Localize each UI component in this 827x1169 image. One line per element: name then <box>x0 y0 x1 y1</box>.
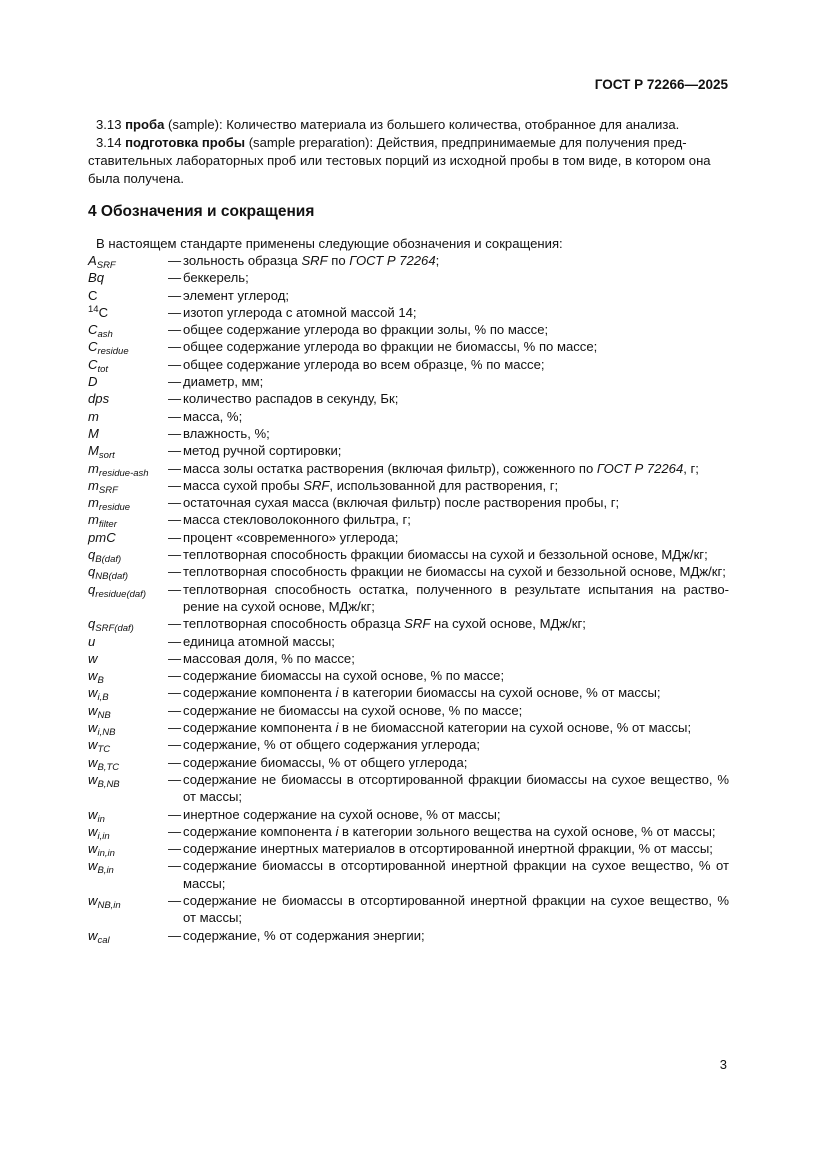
symbol-definition-row <box>88 252 729 269</box>
em-dash: — <box>168 304 182 320</box>
em-dash: — <box>168 339 182 355</box>
symbol-description: содержание, % от содержания энергии; <box>183 927 425 943</box>
clause-definition-line: (sample preparation): Действия, предпринимаемые для получения пред- <box>245 135 687 150</box>
symbol-description: содержание биомассы на сухой основе, % по массе; <box>183 668 505 684</box>
symbol: $w_{i,NB}$ <box>88 720 116 739</box>
symbol-definition-row <box>88 373 729 390</box>
symbol: $w_B$ <box>88 668 104 687</box>
symbol-definition-row <box>88 338 729 358</box>
symbol-definition-row <box>88 546 729 566</box>
em-dash: — <box>168 253 182 268</box>
em-dash: — <box>168 720 182 736</box>
em-dash: — <box>168 443 182 459</box>
symbol-definition-row <box>88 390 729 407</box>
em-dash: — <box>168 823 182 839</box>
symbol-definition-row <box>88 356 729 373</box>
symbol-description: количество распадов в секунду, Бк; <box>183 391 399 407</box>
em-dash: — <box>168 374 182 390</box>
symbol-definition-row <box>88 615 729 635</box>
em-dash: — <box>168 356 182 372</box>
symbol-definition-row <box>88 927 729 944</box>
em-dash: — <box>168 512 182 528</box>
em-dash: — <box>168 564 182 580</box>
symbol-description: беккерель; <box>183 270 249 286</box>
symbol-description: единица атомной массы; <box>183 633 335 649</box>
symbol-description: содержание биомассы, % от общего углерода; <box>183 754 468 770</box>
symbol: $C_{ash}$ <box>88 322 113 341</box>
symbol: $w_{B,NB}$ <box>88 771 120 790</box>
symbol: $m_{filter}$ <box>88 512 117 531</box>
symbol-definition-row <box>88 511 729 531</box>
em-dash: — <box>168 391 182 407</box>
symbol: M <box>88 425 99 441</box>
section-heading: 4 Обозначения и сокращения <box>88 203 315 220</box>
em-dash: — <box>168 270 182 286</box>
symbol-description: общее содержание углерода во фракции не биомассы, % по массе; <box>183 339 598 355</box>
symbols-list <box>88 252 729 944</box>
symbol: $w_{i,B}$ <box>88 685 109 704</box>
symbol-description: содержание, % от общего содержания углерода; <box>183 737 481 753</box>
symbol-description: содержание не биомассы в отсортированной фракции биомассы на сухое вещество, % от массы; <box>183 771 729 805</box>
symbol-description: масса сухой пробы SRF, использованной для растворения, г; <box>183 477 559 493</box>
clause-term: проба <box>125 117 165 132</box>
symbol: $M_{sort}$ <box>88 443 115 462</box>
symbol-description: содержание компонента i в категории зольного вещества на сухой основе, % от массы; <box>183 823 716 839</box>
symbol-description: содержание компонента i в не биомассной категории на сухой основе, % от массы; <box>183 720 692 736</box>
symbol-definition-row <box>88 425 729 442</box>
symbol-definition-row <box>88 581 729 616</box>
em-dash: — <box>168 650 182 666</box>
symbol-description: содержание не биомассы на сухой основе, % по массе; <box>183 702 523 718</box>
symbol: u <box>88 633 96 649</box>
symbol-description: метод ручной сортировки; <box>183 443 342 459</box>
em-dash: — <box>168 287 182 303</box>
symbol-description: теплотворная способность фракции не биомассы на сухой и беззольной основе, МДж/кг; <box>183 564 726 580</box>
symbol-description: диаметр, мм; <box>183 374 264 390</box>
symbol: $w_{NB}$ <box>88 702 111 721</box>
symbol-definition-row <box>88 840 729 860</box>
clause-definition: (sample): Количество материала из большего количества, отобранное для анализа. <box>164 117 680 132</box>
symbol: $A_{SRF}$ <box>88 253 116 271</box>
symbol: $m_{SRF}$ <box>88 477 118 496</box>
symbol-description: массовая доля, % по массе; <box>183 650 355 666</box>
em-dash: — <box>168 685 182 701</box>
em-dash: — <box>168 495 182 511</box>
symbol: w <box>88 650 98 666</box>
symbol-description: влажность, %; <box>183 425 270 441</box>
clause-3-14 <box>88 134 728 188</box>
symbol-description: общее содержание углерода во фракции золы, % по массе; <box>183 322 549 338</box>
clause-number: 3.13 <box>96 117 122 132</box>
symbol: $C_{residue}$ <box>88 339 129 358</box>
symbol-description: содержание не биомассы в отсортированной инертной фракции на сухое вещество, % от массы; <box>183 892 729 926</box>
symbol-definition-row <box>88 892 729 927</box>
symbol: $w_{B,in}$ <box>88 858 114 877</box>
symbol: $^{14}$C <box>88 303 109 320</box>
symbol-definition-row <box>88 667 729 687</box>
symbol: $w_{in}$ <box>88 806 105 825</box>
symbol-definition-row <box>88 563 729 583</box>
symbol: $w_{TC}$ <box>88 737 111 756</box>
symbol-description: масса золы остатка растворения (включая фильтр), сожженного по ГОСТ Р 72264, г; <box>183 460 699 476</box>
symbol-definition-row <box>88 754 729 771</box>
em-dash: — <box>168 737 182 753</box>
symbol: $q_{B(daf)}$ <box>88 547 122 566</box>
symbol-definition-row <box>88 857 729 892</box>
clause-term: подготовка пробы <box>125 135 246 150</box>
symbol: dps <box>88 391 110 407</box>
em-dash: — <box>168 754 182 770</box>
symbol-definition-row <box>88 684 729 704</box>
symbol-description: масса стекловолоконного фильтра, г; <box>183 512 411 528</box>
symbol: $m_{residue}$ <box>88 495 131 514</box>
symbol-definition-row <box>88 806 729 823</box>
em-dash: — <box>168 771 182 787</box>
em-dash: — <box>168 841 182 857</box>
symbol-definition-row <box>88 633 729 650</box>
symbol: $w_{cal}$ <box>88 927 110 946</box>
symbol-definition-row <box>88 702 729 719</box>
symbol-definition-row <box>88 823 729 840</box>
em-dash: — <box>168 547 182 563</box>
symbol-description: масса, %; <box>183 408 243 424</box>
symbol: D <box>88 374 98 390</box>
symbol: $w_{NB,in}$ <box>88 892 121 911</box>
symbol-description: процент «современного» углерода; <box>183 529 399 545</box>
em-dash: — <box>168 408 182 424</box>
clause-definition-line: ставительных лабораторных проб или тестовых порций из исходной пробы в том виде, в котором она <box>88 153 711 168</box>
em-dash: — <box>168 529 182 545</box>
symbol-description: остаточная сухая масса (включая фильтр) после растворения пробы, г; <box>183 495 620 511</box>
em-dash: — <box>168 477 182 493</box>
symbol: $q_{SRF(daf)}$ <box>88 616 134 635</box>
em-dash: — <box>168 322 182 338</box>
symbol-description: общее содержание углерода во всем образце, % по массе; <box>183 356 545 372</box>
symbol-definition-row <box>88 771 729 806</box>
symbol: $w_{i,in}$ <box>88 823 110 842</box>
document-number-header: ГОСТ Р 72266—2025 <box>594 77 728 92</box>
section-intro: В настоящем стандарте применены следующие обозначения и сокращения: <box>96 236 563 251</box>
symbol-definition-row <box>88 477 729 494</box>
em-dash: — <box>168 806 182 822</box>
clause-number: 3.14 <box>96 135 122 150</box>
symbol-description: изотоп углерода с атомной массой 14; <box>183 304 417 320</box>
symbol-description: содержание инертных материалов в отсортированной инертной фракции, % от массы; <box>183 841 713 857</box>
symbol: Bq <box>88 270 105 286</box>
em-dash: — <box>168 581 182 597</box>
symbol-definition-row <box>88 736 729 756</box>
em-dash: — <box>168 616 182 632</box>
symbol: C <box>88 287 98 303</box>
symbol-definition-row <box>88 719 729 739</box>
symbol-description: теплотворная способность остатка, полученного в результате испытания на раство-рение на сухой основе, МДж/кг; <box>183 581 729 614</box>
symbol: $m_{residue-ash}$ <box>88 460 149 479</box>
symbol-definition-row <box>88 408 729 425</box>
em-dash: — <box>168 927 182 943</box>
em-dash: — <box>168 425 182 441</box>
symbol-definition-row <box>88 269 729 286</box>
em-dash: — <box>168 892 182 908</box>
em-dash: — <box>168 858 182 874</box>
clause-definition-line: была получена. <box>88 171 184 186</box>
clause-3-13 <box>88 116 728 134</box>
em-dash: — <box>168 702 182 718</box>
symbol-definition-row <box>88 304 729 321</box>
symbol: m <box>88 408 99 424</box>
symbol-description: содержание компонента i в категории биомассы на сухой основе, % от массы; <box>183 685 661 701</box>
symbol-definition-row <box>88 529 729 546</box>
symbol-definition-row <box>88 494 729 514</box>
symbol-definition-row <box>88 650 729 667</box>
symbol-definition-row <box>88 442 729 462</box>
symbol-description: теплотворная способность образца SRF на сухой основе, МДж/кг; <box>183 616 586 632</box>
symbol: $q_{residue(daf)}$ <box>88 581 146 600</box>
em-dash: — <box>168 460 182 476</box>
symbol-description: зольность образца SRF по ГОСТ Р 72264; <box>183 253 440 268</box>
symbol: pmC <box>88 529 116 545</box>
em-dash: — <box>168 668 182 684</box>
symbol-description: содержание биомассы в отсортированной инертной фракции на сухое вещество, % от массы; <box>183 858 729 891</box>
symbol: $C_{tot}$ <box>88 356 109 375</box>
symbol: $w_{in,in}$ <box>88 841 115 860</box>
symbol: $q_{NB(daf)}$ <box>88 564 129 583</box>
symbol-definition-row <box>88 287 729 304</box>
symbol-definition-row <box>88 321 729 341</box>
symbol-description: теплотворная способность фракции биомассы на сухой и беззольной основе, МДж/кг; <box>183 547 708 563</box>
page-number: 3 <box>719 1057 727 1072</box>
symbol: $w_{B,TC}$ <box>88 754 120 773</box>
symbol-description: инертное содержание на сухой основе, % от массы; <box>183 806 501 822</box>
symbol-definition-row <box>88 460 729 477</box>
symbol-description: элемент углерод; <box>183 287 289 303</box>
em-dash: — <box>168 633 182 649</box>
